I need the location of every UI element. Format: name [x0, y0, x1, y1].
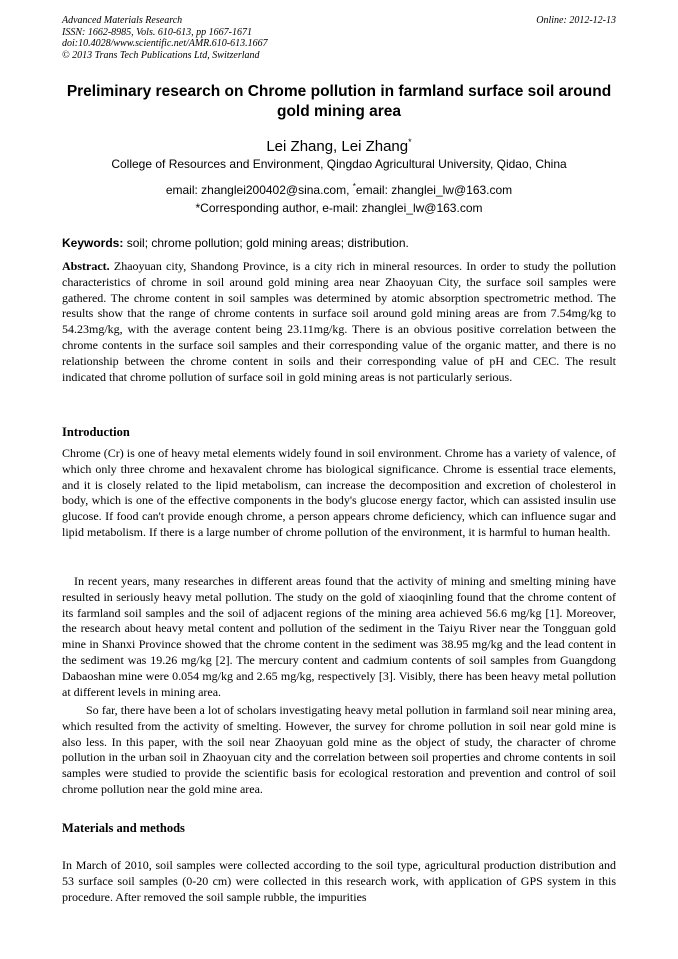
- abstract: [62, 259, 616, 385]
- keywords-text: soil; chrome pollution; gold mining areas; distribution.: [123, 236, 409, 250]
- email-mark: *: [352, 182, 356, 191]
- keywords: [62, 236, 616, 251]
- header-left: [62, 15, 268, 61]
- affiliation: College of Resources and Environment, Qingdao Agricultural University, Qidao, China: [111, 157, 567, 171]
- section-heading-introduction: Introduction: [62, 425, 130, 439]
- abstract-text: Zhaoyuan city, Shandong Province, is a city rich in mineral resources. In order to study the pollution characteristics of chrome in soil around gold mining area near Zhaoyuan City, the surface soil samples were gathered. The chrome content in soil samples was determined by atomic absorption spectrometric method. The results show that the range of chrome contents in surface soil around gold mining areas are from 7.54mg/kg to 54.23mg/kg, with the average content being 23.11mg/kg. There is an obvious positive correlation between the chrome contents in the surface soil samples and their corresponding value of the organic matter, and there is no relationship between the chrome content in soils and their corresponding value of pH and CEC. The result indicated that chrome pollution of surface soil in gold mining areas is not particularly serious.: [62, 259, 616, 384]
- issn-line: ISSN: 1662-8985, Vols. 610-613, pp 1667-1671: [62, 26, 252, 38]
- corresponding-author: *Corresponding author, e-mail: zhanglei_lw@163.com: [195, 201, 483, 215]
- journal-header: [62, 15, 616, 61]
- section-heading-methods: Materials and methods: [62, 821, 185, 835]
- journal-name: Advanced Materials Research: [62, 15, 183, 26]
- author-names: Lei Zhang, Lei Zhang: [266, 138, 409, 155]
- paper-title: Preliminary research on Chrome pollution in farmland surface soil around gold mining area: [66, 83, 612, 120]
- online-date: Online: 2012-12-13: [536, 15, 616, 26]
- abstract-label: Abstract.: [62, 259, 110, 273]
- author-line: [62, 133, 616, 156]
- intro-paragraph-1: Chrome (Cr) is one of heavy metal elements widely found in soil environment. Chrome has a variety of valence, of which only three chrome and hexavalent chrome has biological significance. Chrome is essential trace elements, and it is closely related to the lipid metabolism, can increase the decomposition and excretion of cholesterol in body, which is one of the effective components in the body's glucose energy factor, which can assisted insulin use glucose. If food can't provide enough chrome, a person appears chrome deficiency, which can influence sugar and lipid metabolism. If there is a large number of chrome pollution of the environment, it is harmful to human health.: [62, 446, 616, 539]
- email-1: email: zhanglei200402@sina.com,: [165, 183, 353, 197]
- doi-line: doi:10.4028/www.scientific.net/AMR.610-613.1667: [62, 38, 268, 49]
- copyright-line: © 2013 Trans Tech Publications Ltd, Switzerland: [62, 49, 260, 61]
- email-line: [62, 179, 616, 198]
- email-2: email: zhanglei_lw@163.com: [355, 183, 513, 197]
- intro-paragraph-2: In recent years, many researches in different areas found that the activity of mining and smelting mining have resulted in seriously heavy metal pollution. The study on the gold of xiaoqinling found that the chrome content of its farmland soil samples and the soil of adjacent regions of the mining area achieved 56.6 mg/kg [1]. Moreover, the research about heavy metal content and pollution of the sediment in the Taiyu River near the Tongguan gold mine in Shanxi Province showed that the chrome content in the sediment was 38.95 mg/kg and the lead content in the sediment was 19.26 mg/kg [2]. The mercury content and cadmium contents of soil samples from Guangdong Dabaoshan mine were 0.054 mg/kg and 2.65 mg/kg, respectively [3]. Visibly, there has been heavy metal pollution at different levels in mining area.: [62, 574, 616, 699]
- methods-paragraph-1: In March of 2010, soil samples were collected according to the soil type, agricultural production distribution and 53 surface soil samples (0-20 cm) were collected in this research work, with application of GPS system in this procedure. After removed the soil sample rubble, the impurities: [62, 858, 616, 904]
- intro-paragraph-3: So far, there have been a lot of scholars investigating heavy metal pollution in farmland soil near mining area, which resulted from the activity of smelting. However, the survey for chrome pollution in soil near gold mine is also less. In this paper, with the soil near Zhaoyuan gold mine as the object of study, the character of chrome pollution in the urban soil in Zhaoyuan city and the correlation between soil properties and chrome contents in soil samples were studied to provide the scientific basis for ecological restoration and prevention and control of soil chrome pollution near the gold mine area.: [62, 703, 616, 796]
- keywords-label: Keywords:: [62, 236, 124, 250]
- corresponding-mark: *: [408, 137, 412, 147]
